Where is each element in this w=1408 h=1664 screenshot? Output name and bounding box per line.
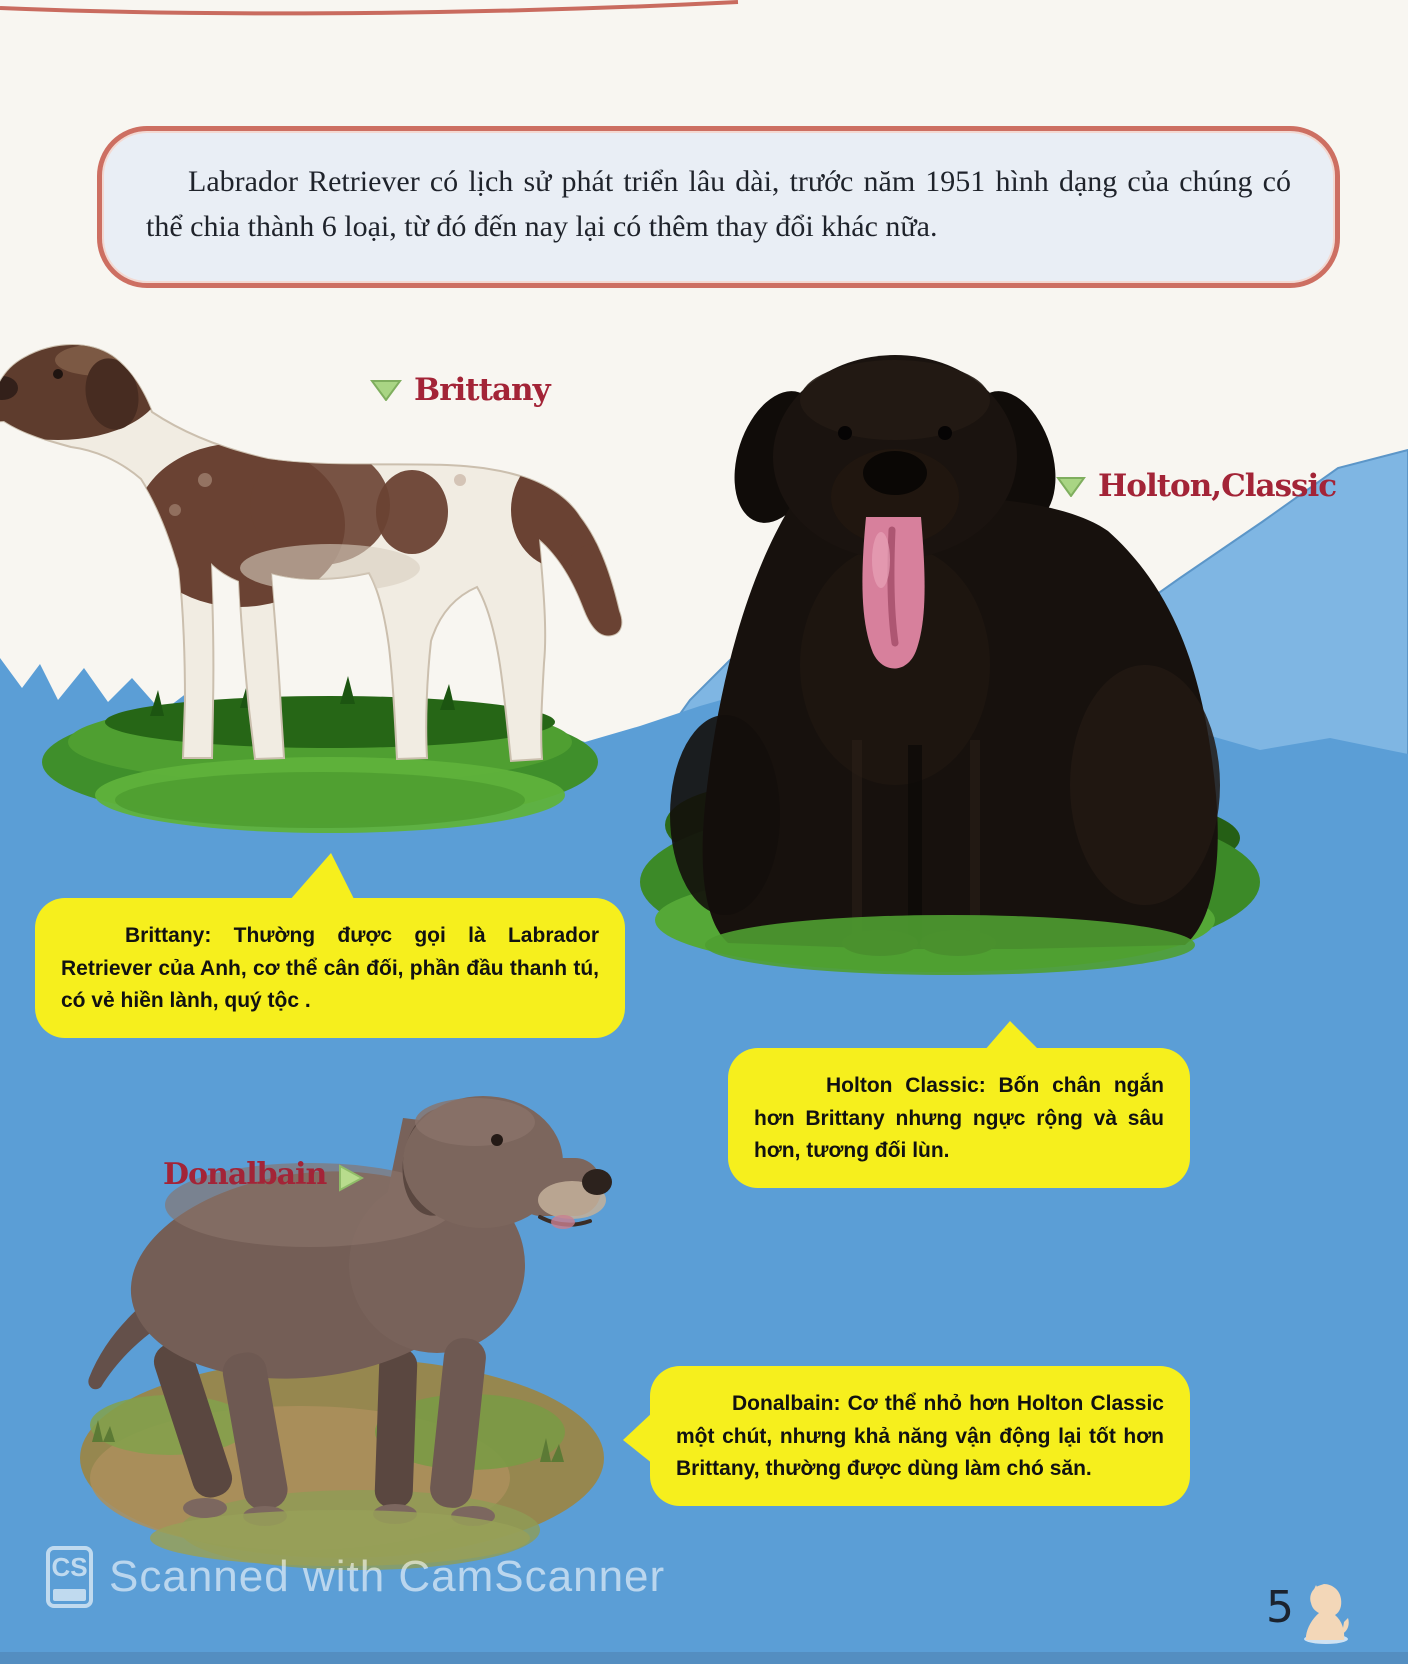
triangle-down-icon	[1056, 476, 1086, 497]
triangle-down-icon	[370, 379, 402, 401]
label-brittany	[370, 372, 550, 408]
label-donalbain-text: Donalbain	[163, 1156, 327, 1192]
holton-grass-front	[705, 915, 1195, 975]
label-holton-classic-text: Holton,Classic	[1098, 468, 1337, 504]
label-donalbain	[163, 1156, 364, 1192]
callout-pointer-up	[285, 849, 357, 901]
camscanner-watermark-text: Scanned with CamScanner	[109, 1552, 666, 1601]
brittany-grass-front	[115, 772, 525, 828]
callout-pointer-left	[621, 1408, 653, 1468]
callout-brittany	[35, 898, 625, 1038]
intro-text-box	[97, 126, 1340, 288]
label-brittany-text: Brittany	[414, 372, 550, 408]
camscanner-badge-icon	[46, 1546, 93, 1608]
page-bottom-shadow	[0, 1652, 1408, 1664]
callout-donalbain	[650, 1366, 1190, 1506]
label-holton-classic	[1056, 468, 1336, 504]
triangle-right-icon	[338, 1164, 364, 1192]
camscanner-badge-text: CS	[51, 1552, 88, 1582]
sitting-dog-icon	[1302, 1582, 1350, 1644]
page-number	[1266, 1582, 1350, 1644]
callout-donalbain-text: Donalbain: Cơ thể nhỏ hơn Holton Classic một chút, nhưng khả năng vận động lại tốt hơn Brittany, thường được dùng làm chó săn.	[676, 1392, 1164, 1481]
intro-text: Labrador Retriever có lịch sử phát triển lâu dài, trước năm 1951 hình dạng của chúng có thể chia thành 6 loại, từ đó đến nay lại có thêm thay đổi khác nữa.	[146, 165, 1291, 243]
callout-pointer-up	[980, 1019, 1044, 1051]
camscanner-badge-strip	[53, 1589, 86, 1601]
callout-brittany-text: Brittany: Thường được gọi là Labrador Retriever của Anh, cơ thể cân đối, phần đầu thanh tú, có vẻ hiền lành, quý tộc .	[61, 924, 599, 1013]
callout-holton-classic	[728, 1048, 1190, 1188]
camscanner-watermark	[46, 1546, 665, 1608]
callout-holton-classic-text: Holton Classic: Bốn chân ngắn hơn Brittany nhưng ngực rộng và sâu hơn, tương đối lùn.	[754, 1074, 1164, 1163]
page-number-text: 5	[1266, 1582, 1294, 1633]
